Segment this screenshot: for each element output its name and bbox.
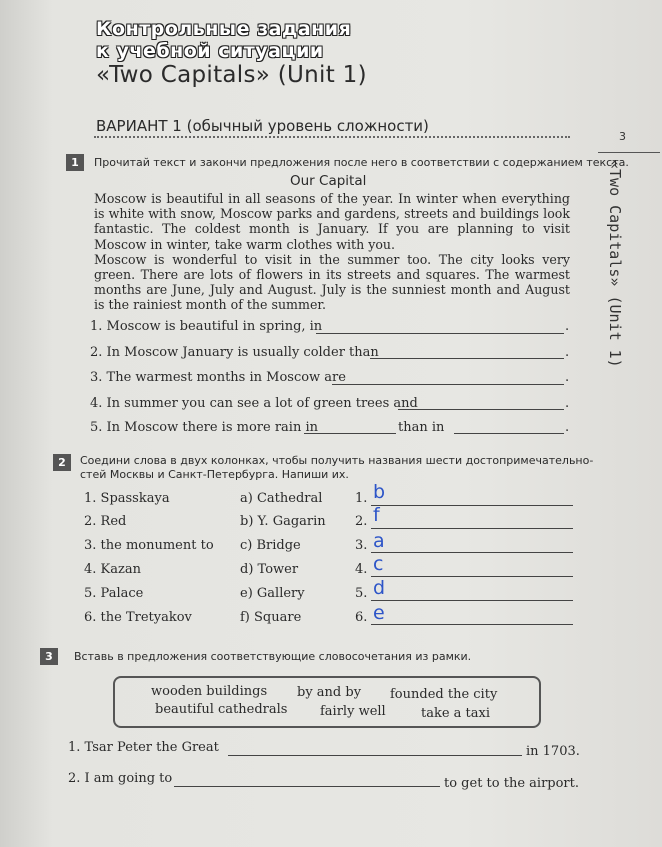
left-item: 6. the Tretyakov xyxy=(84,610,192,625)
question-4: 4. In summer you can see a lot of green trees and xyxy=(90,396,418,411)
left-item: 4. Kazan xyxy=(84,562,141,577)
title-line-2: к учебной ситуации xyxy=(96,40,324,62)
answer-line-1[interactable] xyxy=(316,333,564,334)
period: . xyxy=(565,420,570,435)
left-item: 2. Red xyxy=(84,514,127,529)
question-2: 2. In Moscow January is usually colder than xyxy=(90,345,379,360)
answer-line-5a[interactable] xyxy=(304,433,396,434)
task-3-question-1-end: in 1703. xyxy=(526,744,580,759)
task-3-instruction: Вставь в предложения соответствующие словосочетания из рамки. xyxy=(74,650,472,663)
task-1-badge: 1 xyxy=(66,154,84,171)
handwritten-answer: a xyxy=(373,530,385,552)
question-3: 3. The warmest months in Moscow are xyxy=(90,370,346,385)
period: . xyxy=(565,396,570,411)
match-answer-line[interactable] xyxy=(371,552,573,553)
answer-line-3[interactable] xyxy=(332,384,564,385)
phrase: wooden buildings xyxy=(151,684,268,699)
task-3-badge: 3 xyxy=(40,648,58,665)
question-1: 1. Moscow is beautiful in spring, in xyxy=(90,319,323,334)
sidebar-vertical-title: «Two Capitals» (Unit 1) xyxy=(606,160,624,368)
task-3-answer-line-1[interactable] xyxy=(228,755,522,756)
right-item: e) Gallery xyxy=(240,586,305,601)
match-answer-line[interactable] xyxy=(371,624,573,625)
phrase: by and by xyxy=(297,685,362,700)
answer-number: 4. xyxy=(355,562,368,577)
answer-number: 6. xyxy=(355,610,368,625)
handwritten-answer: f xyxy=(373,504,380,526)
left-item: 1. Spasskaya xyxy=(84,491,170,506)
question-5-middle: than in xyxy=(398,420,445,435)
right-item: d) Tower xyxy=(240,562,299,577)
match-answer-line[interactable] xyxy=(371,505,573,506)
answer-number: 3. xyxy=(355,538,368,553)
variant-heading: ВАРИАНТ 1 (обычный уровень сложности) xyxy=(96,117,429,135)
answer-line-4[interactable] xyxy=(398,409,564,410)
answer-number: 5. xyxy=(355,586,368,601)
period: . xyxy=(565,370,570,385)
answer-line-2[interactable] xyxy=(370,358,564,359)
reading-text xyxy=(94,191,570,313)
period: . xyxy=(565,319,570,334)
match-answer-line[interactable] xyxy=(371,576,573,577)
handwritten-answer: c xyxy=(373,553,384,575)
match-answer-line[interactable] xyxy=(371,528,573,529)
answer-line-5b[interactable] xyxy=(454,433,564,434)
task-2-badge: 2 xyxy=(53,454,71,471)
phrase: fairly well xyxy=(320,704,386,719)
task-3-question-2-end: to get to the airport. xyxy=(444,776,580,791)
period: . xyxy=(565,345,570,360)
answer-number: 2. xyxy=(355,514,368,529)
task-1-instruction: Прочитай текст и закончи предложения после него в соответствии с содержанием текста. xyxy=(94,156,629,169)
task-2-instruction-line-2: стей Москвы и Санкт-Петербурга. Напиши их. xyxy=(80,468,349,481)
handwritten-answer: e xyxy=(373,602,385,624)
paragraph-2: Moscow is wonderful to visit in the summer too. The city looks very green. There are lots of flowers in its streets and squares. The warmest months are June, July and August. July is the sunniest month and August is the rainiest month of the summer. xyxy=(94,251,570,313)
title-line-1: Контрольные задания xyxy=(96,18,352,40)
task-3-question-1: 1. Tsar Peter the Great xyxy=(68,740,219,755)
handwritten-answer: d xyxy=(373,577,386,599)
right-item: f) Square xyxy=(240,610,302,625)
match-answer-line[interactable] xyxy=(371,600,573,601)
right-item: a) Cathedral xyxy=(240,491,323,506)
text-title: Our Capital xyxy=(290,173,367,189)
title-line-3: «Two Capitals» (Unit 1) xyxy=(96,62,367,88)
left-item: 3. the monument to xyxy=(84,538,214,553)
handwritten-answer: b xyxy=(373,481,386,503)
dotted-divider xyxy=(94,136,570,138)
task-3-question-2: 2. I am going to xyxy=(68,771,173,786)
task-3-answer-line-2[interactable] xyxy=(174,786,440,787)
right-item: c) Bridge xyxy=(240,538,301,553)
paragraph-1: Moscow is beautiful in all seasons of the year. In winter when everything is white with snow, Moscow parks and gardens, streets and buildings look fantastic. The coldest month is January. If you are planning to visit Moscow in winter, take warm clothes with you. xyxy=(94,191,570,252)
task-2-instruction-line-1: Соедини слова в двух колонках, чтобы получить названия шести достопримечательно- xyxy=(80,454,594,467)
phrase: founded the city xyxy=(390,687,498,702)
question-5: 5. In Moscow there is more rain in xyxy=(90,420,318,435)
sidebar-rule xyxy=(598,152,660,153)
right-item: b) Y. Gagarin xyxy=(240,514,326,529)
phrase: take a taxi xyxy=(421,706,491,721)
answer-number: 1. xyxy=(355,491,368,506)
phrase: beautiful cathedrals xyxy=(155,702,288,717)
left-item: 5. Palace xyxy=(84,586,144,601)
page-number: 3 xyxy=(619,130,626,143)
